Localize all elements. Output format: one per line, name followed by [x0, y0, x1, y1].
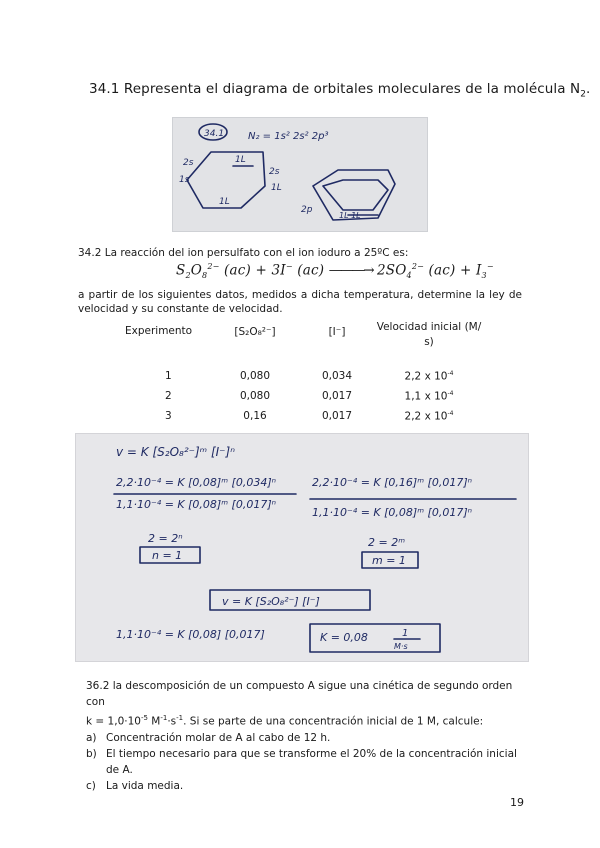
cell-exp: 3: [165, 410, 172, 422]
list-text: Concentración molar de A al cabo de 12 h.: [106, 731, 331, 744]
table-row: [125, 406, 485, 426]
subscript: 2: [580, 89, 587, 100]
hw-left-2s: 2s: [183, 158, 194, 168]
question-36-2: [86, 678, 522, 794]
handwritten-mo-diagram-image: [172, 117, 428, 232]
eq-o-sub: 8: [202, 271, 208, 281]
cell-exp: 1: [165, 370, 172, 382]
eq-arrow: ———→: [328, 262, 373, 279]
eq-s-sub: 2: [185, 271, 191, 281]
rate-value: 2,2 x 10: [404, 410, 448, 423]
question-36-2-line2: [86, 710, 522, 730]
eq-sulfate-charge: 2−: [411, 262, 425, 271]
solution-sketch: [76, 434, 528, 661]
unit-s-exponent: -1: [176, 714, 184, 722]
period: .: [586, 81, 591, 97]
page-number: 19: [510, 796, 524, 809]
question-34-2-paragraph: a partir de los siguientes datos, medidos a dicha temperatura, determine la ley de velocidad y su constante de velocidad.: [78, 289, 522, 315]
header-iodide: [I⁻]: [328, 326, 346, 338]
table-header-row: [125, 321, 485, 366]
eq-iodide: 3I: [271, 262, 286, 279]
header-rate: [373, 321, 485, 366]
hw-box-m-text: m = 1: [372, 554, 406, 567]
eq-plus: +: [255, 262, 267, 279]
list-item: [86, 778, 522, 794]
question-text: La reacción del ion persulfato con el ion ioduro a 25ºC es:: [104, 247, 409, 259]
question-34-2: [78, 247, 408, 259]
hw-eq-2a: 2,2·10⁻⁴ = K [0,08]ᵐ [0,034]ⁿ: [116, 476, 277, 489]
rate-exponent: -4: [447, 389, 454, 397]
eq-triiodide-sub: 3: [481, 271, 487, 281]
eq-sulfate: 2SO: [377, 262, 407, 279]
cell-rate: [373, 406, 485, 426]
rate-exponent: -4: [447, 369, 454, 377]
cell-rate: [373, 386, 485, 406]
hw-box-k-text: K = 0,08: [320, 631, 368, 644]
header-rate-line2: s): [424, 336, 434, 348]
handwritten-solution-image: [75, 433, 529, 662]
question-36-2-rest: . Si se parte de una concentración inicial de 1 M, calcule:: [183, 715, 484, 728]
hw-rbox-labels: 1L 1L: [339, 211, 361, 220]
k-value: k = 1,0·10: [86, 715, 141, 728]
table-row: [125, 386, 485, 406]
rate-value: 1,1 x 10: [404, 390, 448, 403]
rate-exponent: -4: [447, 409, 454, 417]
reaction-equation: [176, 262, 494, 280]
hw-box-n-text: n = 1: [152, 549, 183, 562]
eq-o: O: [190, 262, 203, 279]
cell-s2o8: 0,080: [239, 390, 271, 402]
question-34-1: [89, 81, 590, 100]
hw-eq-3a: 1,1·10⁻⁴ = K [0,08]ᵐ [0,017]ⁿ: [116, 498, 277, 511]
question-number: 34.2: [78, 247, 102, 259]
hw-left-1s: 1s: [179, 175, 190, 185]
eq-triiodide: I: [475, 262, 482, 279]
hw-box-law-text: v = K [S₂O₈²⁻] [I⁻]: [222, 595, 320, 608]
eq-ac: (ac): [224, 262, 251, 279]
header-s2o8: [S₂O₈²⁻]: [234, 326, 276, 338]
cell-iodide: 0,034: [321, 370, 353, 382]
eq-sulfate-sub: 4: [406, 271, 412, 281]
hw-right-1L: 1L: [271, 183, 282, 193]
kinetics-data-table: [125, 321, 485, 426]
unit-s: ·s: [167, 715, 177, 728]
header-experiment: Experimento: [125, 325, 193, 337]
hw-bottom-1L: 1L: [219, 197, 230, 207]
hw-eq-right: 2 = 2ᵐ: [368, 536, 406, 549]
eq-triiodide-charge: −: [486, 262, 494, 271]
question-text: Representa el diagrama de orbitales moleculares de la molécula N: [123, 81, 581, 97]
list-marker: b): [86, 747, 97, 760]
mo-diagram-sketch: [173, 118, 427, 231]
hw-circle-label: 34.1: [204, 129, 225, 139]
header-rate-line1: Velocidad inicial (M/: [376, 321, 482, 333]
eq-s: S: [176, 262, 186, 279]
hw-top-label: 1L: [235, 155, 246, 165]
rate-value: 2,2 x 10: [404, 370, 448, 383]
list-marker: c): [86, 779, 96, 792]
question-number: 34.1: [89, 81, 120, 97]
list-marker: a): [86, 731, 97, 744]
hw-electron-config: N₂ = 1s² 2s² 2p³: [248, 131, 329, 142]
cell-exp: 2: [165, 390, 172, 402]
question-36-2-line1: 36.2 la descomposición de un compuesto A sigue una cinética de segundo orden con: [86, 680, 513, 708]
eq-plus: +: [459, 262, 472, 279]
eq-iodide-charge: −: [285, 262, 293, 271]
eq-ac: (ac): [428, 262, 456, 279]
k-exponent: -5: [140, 714, 148, 722]
cell-rate: [373, 366, 485, 386]
cell-s2o8: 0,080: [239, 370, 271, 382]
cell-s2o8: 0,16: [243, 410, 267, 422]
list-text: El tiempo necesario para que se transforme el 20% de la concentración inicial de A.: [106, 747, 517, 776]
hw-eq-3b: 1,1·10⁻⁴ = K [0,08]ᵐ [0,017]ⁿ: [312, 506, 473, 519]
list-text: La vida media.: [106, 779, 184, 792]
unit-m: M: [147, 715, 161, 728]
hw-k-num: 1: [402, 628, 409, 639]
hw-right-2p: 2p: [301, 205, 313, 215]
list-item: [86, 746, 522, 778]
hw-k-den: M·s: [394, 642, 408, 651]
cell-iodide: 0,017: [321, 410, 353, 422]
cell-iodide: 0,017: [321, 390, 353, 402]
hw-calc: 1,1·10⁻⁴ = K [0,08] [0,017]: [116, 628, 265, 641]
eq-charge: 2−: [207, 262, 220, 271]
hw-eq-left: 2 = 2ⁿ: [148, 532, 183, 545]
list-item: [86, 730, 522, 746]
table-row: [125, 366, 485, 386]
unit-m-exponent: -1: [160, 714, 168, 722]
hw-eq-2b: 2,2·10⁻⁴ = K [0,16]ᵐ [0,017]ⁿ: [312, 476, 473, 489]
hw-right-2s: 2s: [269, 167, 280, 177]
eq-ac: (ac): [297, 262, 325, 279]
hw-rate-law: v = K [S₂O₈²⁻]ᵐ [I⁻]ⁿ: [116, 445, 235, 459]
